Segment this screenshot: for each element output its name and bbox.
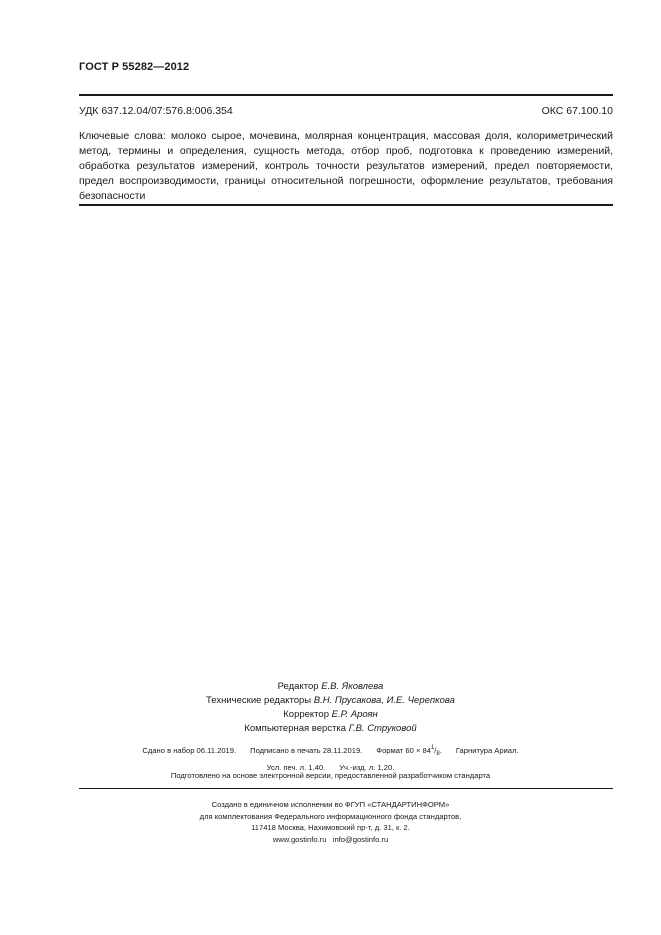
keywords-block <box>79 129 613 204</box>
editor-name: Е.В. Яковлева <box>321 681 384 692</box>
contacts-line <box>0 834 661 846</box>
creator-line-2: для комплектования Федерального информационного фонда стандартов, <box>199 811 462 821</box>
publication-row-1 <box>0 742 661 761</box>
creator-line-3: 117418 Москва, Нахимовский пр-т, д. 31, к. 2. <box>251 823 410 832</box>
tech-editors-label: Технические редакторы <box>206 695 312 706</box>
website-link[interactable]: www.gostinfo.ru <box>272 834 327 844</box>
paper-format: Формат $60 \times 84^1/_8$. <box>376 745 442 757</box>
creator-info <box>0 799 661 845</box>
corrector-name: Е.Р. Ароян <box>331 709 378 720</box>
print-sheets: Усл. печ. л. 1,40. <box>266 763 326 772</box>
publisher-sheets: Уч.-изд. л. 1,20. <box>339 763 395 772</box>
publication-info <box>0 742 661 774</box>
email-link[interactable]: info@gostinfo.ru <box>332 834 389 844</box>
signed-date: Подписано в печать 28.11.2019. <box>250 746 363 755</box>
layout-label: Компьютерная верстка <box>244 723 347 734</box>
oks-code: ОКС 67.100.10 <box>541 105 613 117</box>
editor-label: Редактор <box>277 681 319 692</box>
layout-line <box>0 722 661 736</box>
document-code: ГОСТ Р 55282—2012 <box>79 61 190 73</box>
keywords-divider <box>79 204 613 206</box>
top-divider <box>79 94 613 96</box>
keywords-text: молоко сырое, мочевина, молярная концентрация, массовая доля, колориметрический метод, термины и определения, сущность метода, отбор проб, подготовка к проведению измерений, обработка результатов измерений, контроль точности результатов измерений, предел повторяемости, предел воспроизводимости, границы относительной погрешности, оформление результатов, требования безопасности <box>79 130 613 202</box>
typeface: Гарнитура Ариал. <box>455 746 519 755</box>
tech-editors-names: В.Н. Прусакова, И.Е. Черепкова <box>313 695 455 706</box>
tech-editors-line <box>0 694 661 708</box>
udk-code: УДК 637.12.04/07:576.8:006.354 <box>79 105 233 117</box>
creator-line-1: Создано в единичном исполнении во ФГУП «СТАНДАРТИНФОРМ» <box>211 800 450 809</box>
layout-name: Г.В. Струковой <box>348 723 417 734</box>
corrector-label: Корректор <box>283 709 329 720</box>
bottom-divider <box>79 788 613 789</box>
prepared-note: Подготовлено на основе электронной версии, предоставленной разработчиком стандарта <box>170 771 491 780</box>
editor-line <box>0 680 661 694</box>
keywords-label: Ключевые слова: <box>79 130 166 142</box>
credits-block <box>0 680 661 736</box>
submitted-date: Сдано в набор 06.11.2019. <box>142 746 237 755</box>
corrector-line <box>0 708 661 722</box>
